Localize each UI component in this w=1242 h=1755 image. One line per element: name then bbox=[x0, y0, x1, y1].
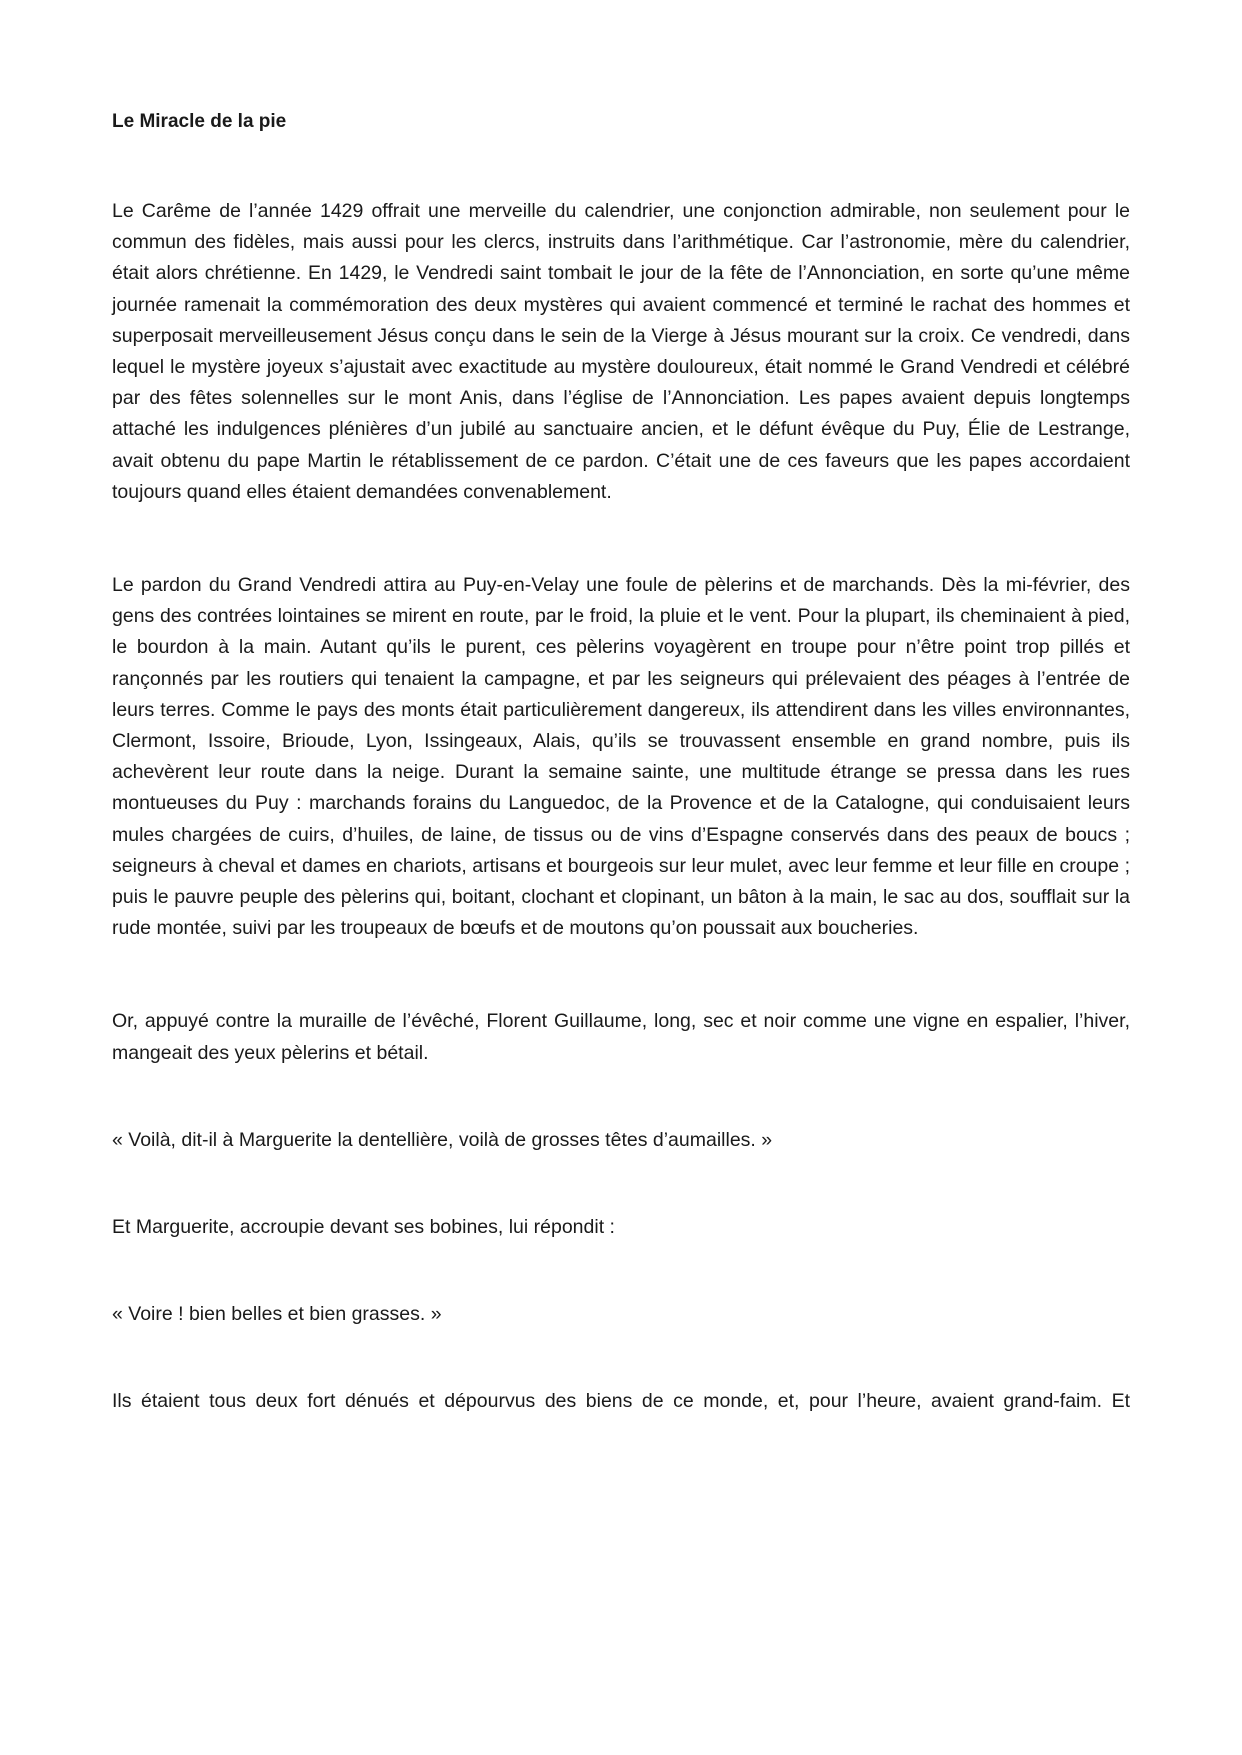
paragraph-spacer bbox=[112, 1330, 1130, 1386]
paragraph-spacer bbox=[112, 1069, 1130, 1125]
paragraph-4: « Voilà, dit-il à Marguerite la dentellière, voilà de grosses têtes d’aumailles. » bbox=[112, 1128, 773, 1151]
paragraph-7: Ils étaient tous deux fort dénués et dépourvus des biens de ce monde, et, pour l’heure, avaient grand-faim. Et bbox=[112, 1390, 1130, 1413]
document-page bbox=[112, 110, 1130, 1418]
paragraph-6: « Voire ! bien belles et bien grasses. » bbox=[112, 1303, 442, 1326]
paragraph-spacer bbox=[112, 1243, 1130, 1299]
document-title: Le Miracle de la pie bbox=[112, 111, 287, 132]
paragraph-2: Le pardon du Grand Vendredi attira au Puy-en-Velay une foule de pèlerins et de marchands. Dès la mi-février, des gens des contrées lointaines se mirent en route, par le froid, la pluie et le vent. Pour la plupart, ils cheminaient à pied, le bourdon à la main. Autant qu’ils le purent, ces pèlerins voyagèrent en troupe pour n’être point trop pillés et rançonnés par les routiers qui tenaient la campagne, et par les seigneurs qui prélevaient des péages à l’entrée de leurs terres. Comme le pays des monts était particulièrement dangereux, ils attendirent dans les villes environnantes, Clermont, Issoire, Brioude, Lyon, Issingeaux, Alais, qu’ils se trouvassent ensemble en grand nombre, puis ils achevèrent leur route dans la neige. Durant la semaine sainte, une multitude étrange se pressa dans les rues montueuses du Puy : marchands forains du Languedoc, de la Provence et de la Catalogne, qui conduisaient leurs mules chargées de cuirs, d’huiles, de laine, de tissus ou de vins d’Espagne conservés dans des peaux de boucs ; seigneurs à cheval et dames en chariots, artisans et bourgeois sur leur mulet, avec leur femme et leur fille en croupe ; puis le pauvre peuple des pèlerins qui, boitant, clochant et clopinant, un bâton à la main, le sac au dos, soufflait sur la rude montée, suivi par les troupeaux de bœufs et de moutons qu’on poussait aux boucheries. bbox=[112, 574, 1130, 940]
paragraph-5: Et Marguerite, accroupie devant ses bobines, lui répondit : bbox=[112, 1216, 615, 1239]
paragraph-1: Le Carême de l’année 1429 offrait une merveille du calendrier, une conjonction admirable, non seulement pour le commun des fidèles, mais aussi pour les clercs, instruits dans l’arithmétique. Car l’astronomie, mère du calendrier, était alors chrétienne. En 1429, le Vendredi saint tombait le jour de la fête de l’Annonciation, en sorte qu’une même journée ramenait la commémoration des deux mystères qui avaient commencé et terminé le rachat des hommes et superposait merveilleusement Jésus conçu dans le sein de la Vierge à Jésus mourant sur la croix. Ce vendredi, dans lequel le mystère joyeux s’ajustait avec exactitude au mystère douloureux, était nommé le Grand Vendredi et célébré par des fêtes solennelles sur le mont Anis, dans l’église de l’Annonciation. Les papes avaient depuis longtemps attaché les indulgences plénières d’un jubilé au sanctuaire ancien, et le défunt évêque du Puy, Élie de Lestrange, avait obtenu du pape Martin le rétablissement de ce pardon. C’était une de ces faveurs que les papes accordaient toujours quand elles étaient demandées convenablement. bbox=[112, 200, 1130, 503]
paragraph-3: Or, appuyé contre la muraille de l’évêché, Florent Guillaume, long, sec et noir comme une vigne en espalier, l’hiver, mangeait des yeux pèlerins et bétail. bbox=[112, 1010, 1130, 1064]
paragraph-spacer bbox=[112, 508, 1130, 570]
paragraph-spacer bbox=[112, 944, 1130, 1006]
paragraph-spacer bbox=[112, 1156, 1130, 1212]
